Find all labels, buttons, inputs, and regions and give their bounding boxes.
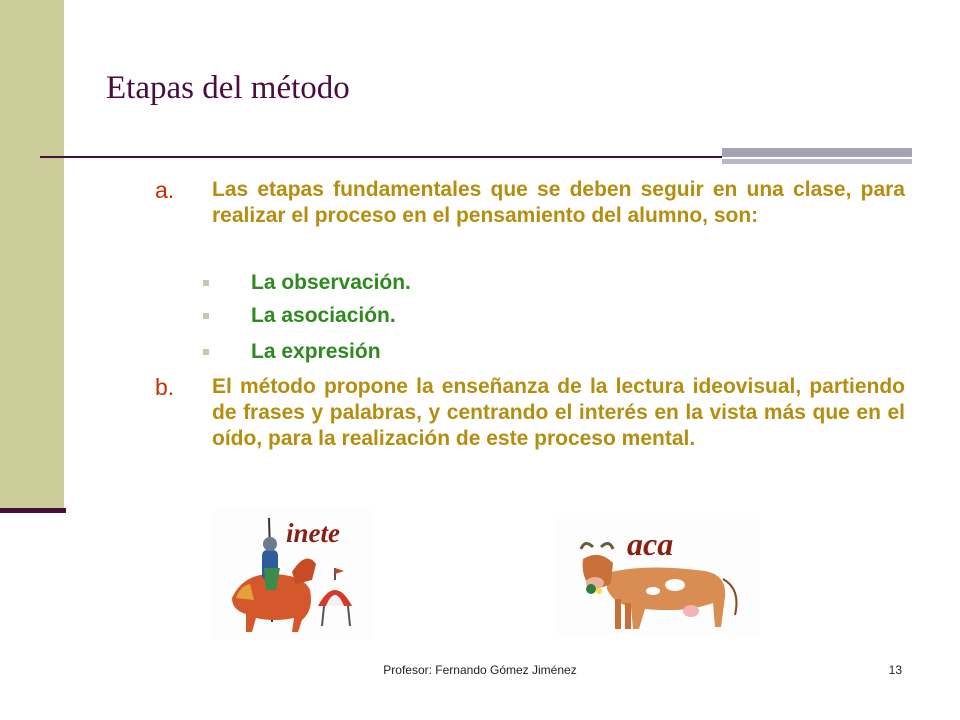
- slide-title: Etapas del método: [106, 70, 350, 106]
- subitem-observacion: [203, 270, 411, 296]
- list-item-b-text: El método propone la enseñanza de la lectura ideovisual, partiendo de frases y palabras, y centrando el interés en la vista más que en el oído, para la realización de este proceso mental.: [212, 375, 905, 450]
- title-accent-bar-thin: [722, 159, 912, 164]
- subitem-label: La expresión: [251, 340, 381, 363]
- footer-author: Profesor: Fernando Gómez Jiménez: [383, 663, 577, 677]
- vaca-caption: aca: [627, 526, 674, 562]
- jinete-illustration: [214, 510, 374, 640]
- list-marker-b: b.: [155, 374, 175, 400]
- list-item-a-text: Las etapas fundamentales que se deben seguir en una clase, para realizar el proceso en el pensamiento del alumno, son:: [212, 178, 905, 227]
- left-decorative-band: [0, 0, 64, 513]
- subitem-label: La observación.: [251, 271, 411, 294]
- subitem-expresion: [203, 339, 381, 365]
- list-item-b: [155, 374, 905, 452]
- list-marker-a: a.: [155, 177, 175, 203]
- title-underline: [40, 156, 722, 158]
- jinete-caption: inete: [286, 518, 340, 548]
- left-band-accent: [0, 508, 66, 513]
- subitem-asociacion: [203, 303, 396, 329]
- square-bullet-icon: [203, 313, 209, 319]
- list-item-a: [155, 177, 905, 229]
- square-bullet-icon: [203, 349, 209, 355]
- title-accent-bar: [722, 148, 912, 157]
- page-number: 13: [888, 663, 902, 677]
- square-bullet-icon: [203, 280, 209, 286]
- subitem-label: La asociación.: [251, 304, 396, 327]
- vaca-illustration: [555, 519, 760, 637]
